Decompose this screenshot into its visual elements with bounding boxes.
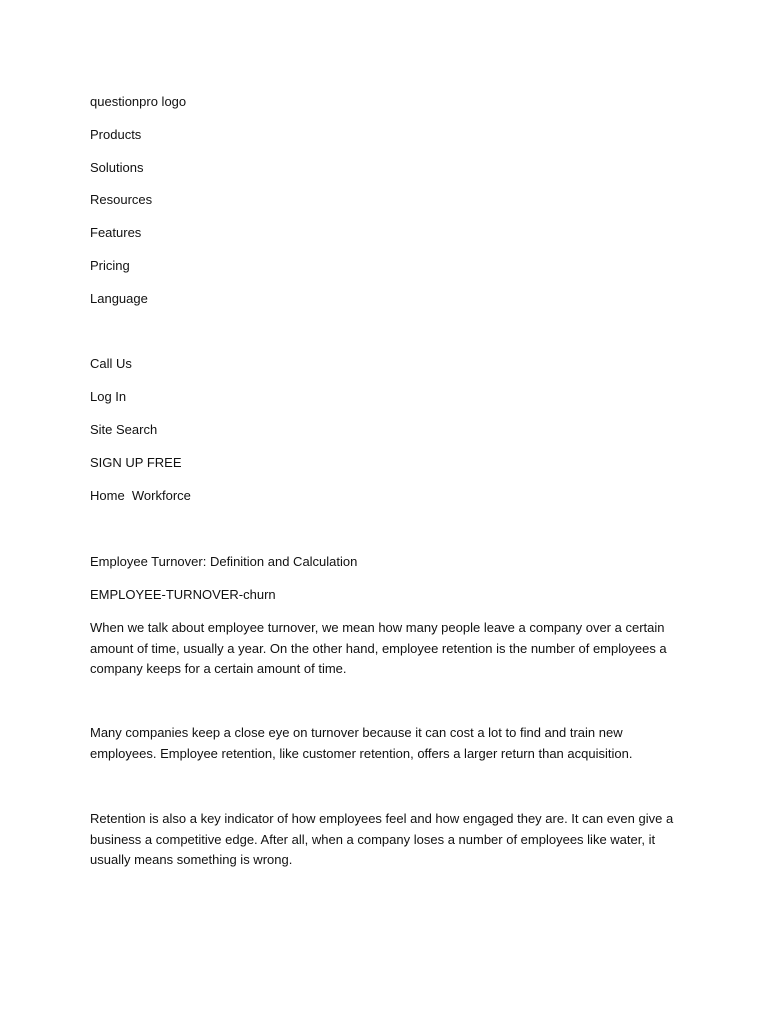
article-paragraph-3: Retention is also a key indicator of how employees feel and how engaged they are. It can even give a business a competitive edge. After all, when a company loses a number of employees like water, it usually means something is wrong. — [90, 811, 674, 867]
nav-item-solutions[interactable]: Solutions — [90, 160, 144, 175]
breadcrumb[interactable]: Home Workforce — [90, 488, 191, 503]
nav-item-language[interactable]: Language — [90, 291, 148, 306]
nav-item-pricing[interactable]: Pricing — [90, 258, 130, 273]
article-paragraph-2: Many companies keep a close eye on turnover because it can cost a lot to find and train new employees. Employee retention, like customer retention, offers a larger return than acquisition. — [90, 725, 633, 761]
nav-item-products[interactable]: Products — [90, 127, 142, 142]
site-search-link[interactable]: Site Search — [90, 422, 158, 437]
call-us-link[interactable]: Call Us — [90, 356, 132, 371]
sign-up-button[interactable]: SIGN UP FREE — [90, 455, 182, 470]
article-image-alt: EMPLOYEE-TURNOVER-churn — [90, 587, 276, 602]
article-title: Employee Turnover: Definition and Calculation — [90, 554, 358, 569]
logo-alt-text[interactable]: questionpro logo — [90, 94, 187, 109]
nav-item-features[interactable]: Features — [90, 225, 142, 240]
nav-item-resources[interactable]: Resources — [90, 192, 153, 207]
log-in-link[interactable]: Log In — [90, 389, 127, 404]
article-paragraph-1: When we talk about employee turnover, we mean how many people leave a company over a certain amount of time, usually a year. On the other hand, employee retention is the number of employees a company keeps for a certain amount of time. — [90, 620, 667, 676]
